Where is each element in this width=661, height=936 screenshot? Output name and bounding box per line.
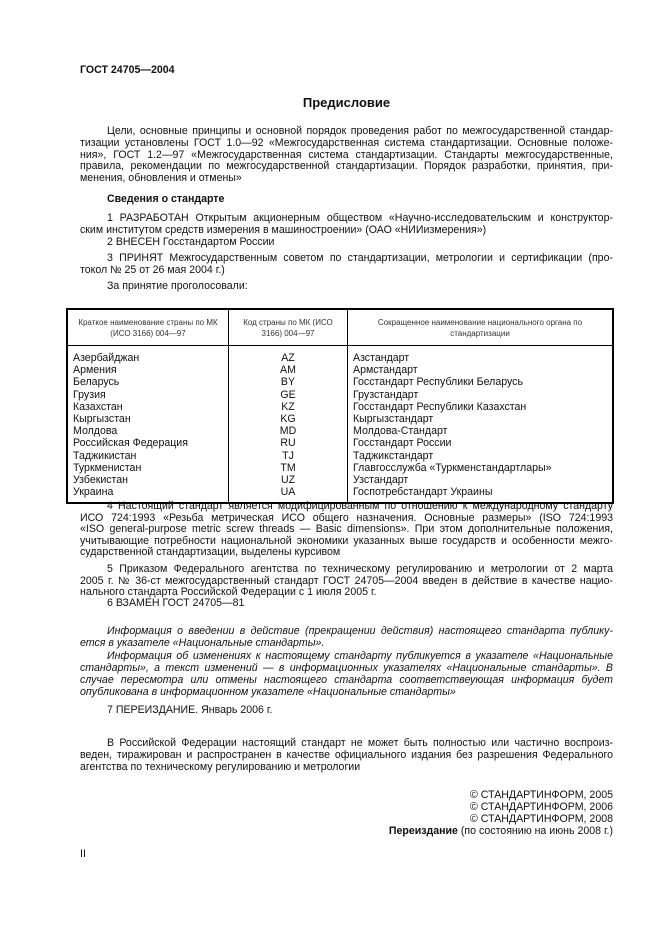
- standards-body: Грузстандарт: [348, 389, 614, 401]
- table-row: [67, 425, 613, 437]
- standards-body: Кыргызстандарт: [348, 413, 614, 425]
- standards-body: Главгосслужба «Туркменстандартлары»: [348, 462, 614, 474]
- country-name: Российская Федерация: [67, 437, 229, 449]
- standards-body: Госстандарт России: [348, 437, 614, 449]
- italic2-line: случае пересмотра или отмены настоящего стандарта соответствеующая информация будет: [80, 674, 613, 686]
- country-code: AZ: [229, 346, 348, 365]
- p1-line: ния», ГОСТ 1.2—97 «Межгосударственная система стандартизации. Стандарты межгосударственные,: [80, 149, 613, 161]
- reissue-status: (по состоянию на июнь 2008 г.): [457, 825, 613, 837]
- country-code: AM: [229, 364, 348, 376]
- country-code: TJ: [229, 450, 348, 462]
- country-name: Казахстан: [67, 401, 229, 413]
- country-name: Беларусь: [67, 376, 229, 388]
- table-row: [67, 462, 613, 474]
- p1-line: Цели, основные принципы и основной порядок проведения работ по межгосударственной стандар-: [107, 125, 613, 137]
- reissue-note: [80, 825, 613, 837]
- item4-line: «ISO general-purpose metric screw threads — Basic dimensions». При этом дополнительные положения,: [80, 523, 613, 535]
- notice-line: В Российской Федерации настоящий стандарт не может быть полностью или частично воспроиз-: [107, 737, 613, 749]
- page-number: II: [80, 848, 86, 860]
- table-row: [67, 450, 613, 462]
- item5-line: 2005 г. № 36-ст межгосударственный стандарт ГОСТ 24705—2004 введен в действие в качестве нацио-: [80, 574, 613, 587]
- p1-line: правила, рекомендации по межгосударственной стандартизации. Порядок разработки, принятия, при-: [80, 160, 613, 172]
- p1-line: тизации установлены ГОСТ 1.0—92 «Межгосударственная система стандартизации. Основные положе-: [80, 137, 613, 149]
- voted-line: За принятие проголосовали:: [107, 280, 248, 292]
- country-name: Армения: [67, 364, 229, 376]
- item5-line: нального стандарта Российской Федерации с 1 июля 2005 г.: [80, 586, 377, 598]
- country-name: Таджикистан: [67, 450, 229, 462]
- notice-line: агентства по техническому регулированию и метрологии: [80, 761, 361, 773]
- country-code: GE: [229, 389, 348, 401]
- copyright-line: © СТАНДАРТИНФОРМ, 2006: [470, 801, 613, 813]
- italic2-line: Информация об изменениях к настоящему стандарту публикуется в указателе «Национальные: [107, 650, 613, 662]
- standards-body: Узстандарт: [348, 474, 614, 486]
- info-heading-line: Сведения о стандарте: [107, 193, 225, 205]
- country-name: Туркменистан: [67, 462, 229, 474]
- table-row: [67, 376, 613, 388]
- standards-body: Госстандарт Республики Казахстан: [348, 401, 614, 413]
- item4-line: 4 Настоящий стандарт является модифицированным по отношению к международному стандарту: [107, 500, 613, 512]
- standards-body: Армстандарт: [348, 364, 614, 376]
- country-code: KZ: [229, 401, 348, 413]
- table-row: [67, 474, 613, 486]
- country-code: BY: [229, 376, 348, 388]
- column-header-code: Код страны по МК (ИСО 3166) 004—97: [229, 309, 348, 346]
- item4-line: сударственной стандартизации, выделены курсивом: [80, 546, 341, 558]
- standards-body: Молдова-Стандарт: [348, 425, 614, 437]
- item5-line: 5 Приказом Федерального агентства по техническому регулированию и метрологии от 2 марта: [107, 563, 613, 575]
- italic1-line: Информация о введении в действие (прекращении действия) настоящего стандарта публику-: [107, 625, 613, 637]
- document-header: ГОСТ 24705—2004: [80, 64, 175, 76]
- standards-body: Таджикстандарт: [348, 450, 614, 462]
- country-code: KG: [229, 413, 348, 425]
- item1-line: ским институтом средств измерения в машиностроении» (ОАО «НИИизмерения»): [80, 224, 487, 236]
- country-name: Азербайджан: [67, 346, 229, 365]
- standards-body: Госстандарт Республики Беларусь: [348, 376, 614, 388]
- table-row: [67, 346, 613, 365]
- item3-line: токол № 25 от 26 мая 2004 г.): [80, 264, 225, 276]
- item1-line: 1 РАЗРАБОТАН Открытым акционерным обществом «Научно-исследовательским и конструктор-: [107, 212, 613, 224]
- italic2-line: стандарты», а текст изменений — в информационных указателях «Национальные стандарты». В: [80, 662, 613, 674]
- country-name: Украина: [67, 486, 229, 503]
- country-name: Узбекистан: [67, 474, 229, 486]
- item4-line: ИСО 724:1993 «Резьба метрическая ИСО общего назначения. Основные размеры» (ISO 724:1993: [80, 511, 613, 524]
- country-code: UA: [229, 486, 348, 503]
- italic1-line: ется в указателе «Национальные стандарты».: [80, 637, 325, 649]
- item4-line: учитывающие потребности национальной экономики указанных выше государств и особенности межго-: [80, 534, 613, 547]
- table-row: [67, 401, 613, 413]
- standards-body: Госпотребстандарт Украины: [348, 486, 614, 503]
- column-header-country: Краткое наименование страны по МК (ИСО 3166) 004—97: [67, 309, 229, 346]
- country-code: TM: [229, 462, 348, 474]
- table-row: [67, 437, 613, 449]
- item3-line: 3 ПРИНЯТ Межгосударственным советом по стандартизации, метрологии и сертификации (про-: [107, 252, 613, 264]
- table-header-row: [67, 309, 613, 346]
- country-name: Грузия: [67, 389, 229, 401]
- table-row: [67, 413, 613, 425]
- item2-line: 2 ВНЕСЕН Госстандартом России: [107, 236, 275, 248]
- country-name: Молдова: [67, 425, 229, 437]
- item7-line: 7 ПЕРЕИЗДАНИЕ. Январь 2006 г.: [107, 704, 273, 716]
- section-title: Предисловие: [302, 95, 391, 110]
- italic2-line: опубликована в информационном указателе «Национальные стандарты»: [80, 686, 456, 698]
- p1-line: менения, обновления и отмены»: [80, 172, 242, 184]
- country-code: UZ: [229, 474, 348, 486]
- voting-countries-table: [66, 308, 614, 504]
- standards-body: Азстандарт: [348, 346, 614, 365]
- country-code: RU: [229, 437, 348, 449]
- country-name: Кыргызстан: [67, 413, 229, 425]
- column-header-body: Сокращенное наименование национального органа по стандартизации: [348, 309, 614, 346]
- table-row: [67, 389, 613, 401]
- reissue-label: Переиздание: [388, 825, 458, 837]
- copyright-line: © СТАНДАРТИНФОРМ, 2008: [470, 813, 613, 825]
- copyright-line: © СТАНДАРТИНФОРМ, 2005: [470, 789, 613, 801]
- item6-line: 6 ВЗАМЕН ГОСТ 24705—81: [107, 597, 245, 609]
- table-row: [67, 364, 613, 376]
- country-code: MD: [229, 425, 348, 437]
- notice-line: веден, тиражирован и распространен в качестве официального издания без разрешения Федерального: [80, 749, 613, 761]
